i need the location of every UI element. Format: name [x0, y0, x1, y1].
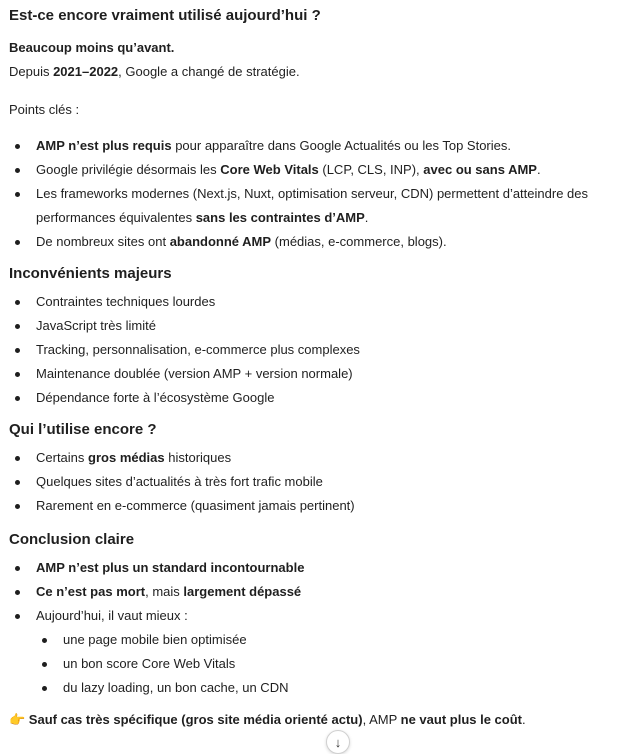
answer-line: Beaucoup moins qu’avant. — [9, 40, 175, 55]
list-item: Certains gros médias historiques — [9, 446, 621, 470]
list-item: Dépendance forte à l’écosystème Google — [9, 386, 621, 410]
list-item: De nombreux sites ont abandonné AMP (médias, e-commerce, blogs). — [9, 230, 621, 254]
final-verdict: 👉 Sauf cas très spécifique (gros site média orienté actu), AMP ne vaut plus le coût. — [9, 712, 526, 727]
list-item: Maintenance doublée (version AMP + version normale) — [9, 362, 621, 386]
heading-conclusion: Conclusion claire — [9, 531, 135, 548]
arrow-down-icon: ↓ — [334, 734, 342, 750]
heading-still-used: Est-ce encore vraiment utilisé aujourd’hui ? — [9, 7, 321, 24]
list-item: Quelques sites d’actualités à très fort trafic mobile — [9, 470, 621, 494]
list-item: JavaScript très limité — [9, 314, 621, 338]
recommendations-list — [9, 628, 621, 700]
points-label: Points clés : — [9, 102, 80, 117]
list-item: Tracking, personnalisation, e-commerce plus complexes — [9, 338, 621, 362]
scroll-to-bottom-button[interactable] — [326, 730, 350, 754]
drawbacks-list — [9, 290, 621, 410]
list-item: Ce n’est pas mort, mais largement dépassé — [9, 580, 621, 604]
list-item: du lazy loading, un bon cache, un CDN — [9, 676, 621, 700]
list-item: Les frameworks modernes (Next.js, Nuxt, optimisation serveur, CDN) permettent d’atteindre des performances équivalentes sans les contraintes d’AMP. — [9, 182, 621, 230]
list-item: Rarement en e-commerce (quasiment jamais pertinent) — [9, 494, 621, 518]
since-line: Depuis 2021–2022, Google a changé de stratégie. — [9, 64, 300, 79]
list-item: Contraintes techniques lourdes — [9, 290, 621, 314]
who-uses-list — [9, 446, 621, 518]
pointing-hand-icon: 👉 — [9, 712, 26, 727]
message-content — [9, 0, 621, 732]
list-item: une page mobile bien optimisée — [9, 628, 621, 652]
list-item: AMP n’est plus requis pour apparaître dans Google Actualités ou les Top Stories. — [9, 134, 621, 158]
list-item: Aujourd’hui, il vaut mieux : — [9, 604, 621, 628]
list-item: AMP n’est plus un standard incontournable — [9, 556, 621, 580]
list-item: Google privilégie désormais les Core Web Vitals (LCP, CLS, INP), avec ou sans AMP. — [9, 158, 621, 182]
heading-drawbacks: Inconvénients majeurs — [9, 265, 172, 282]
key-points-list — [9, 134, 621, 254]
list-item: un bon score Core Web Vitals — [9, 652, 621, 676]
conclusion-list — [9, 556, 621, 628]
heading-who-uses: Qui l’utilise encore ? — [9, 421, 157, 438]
